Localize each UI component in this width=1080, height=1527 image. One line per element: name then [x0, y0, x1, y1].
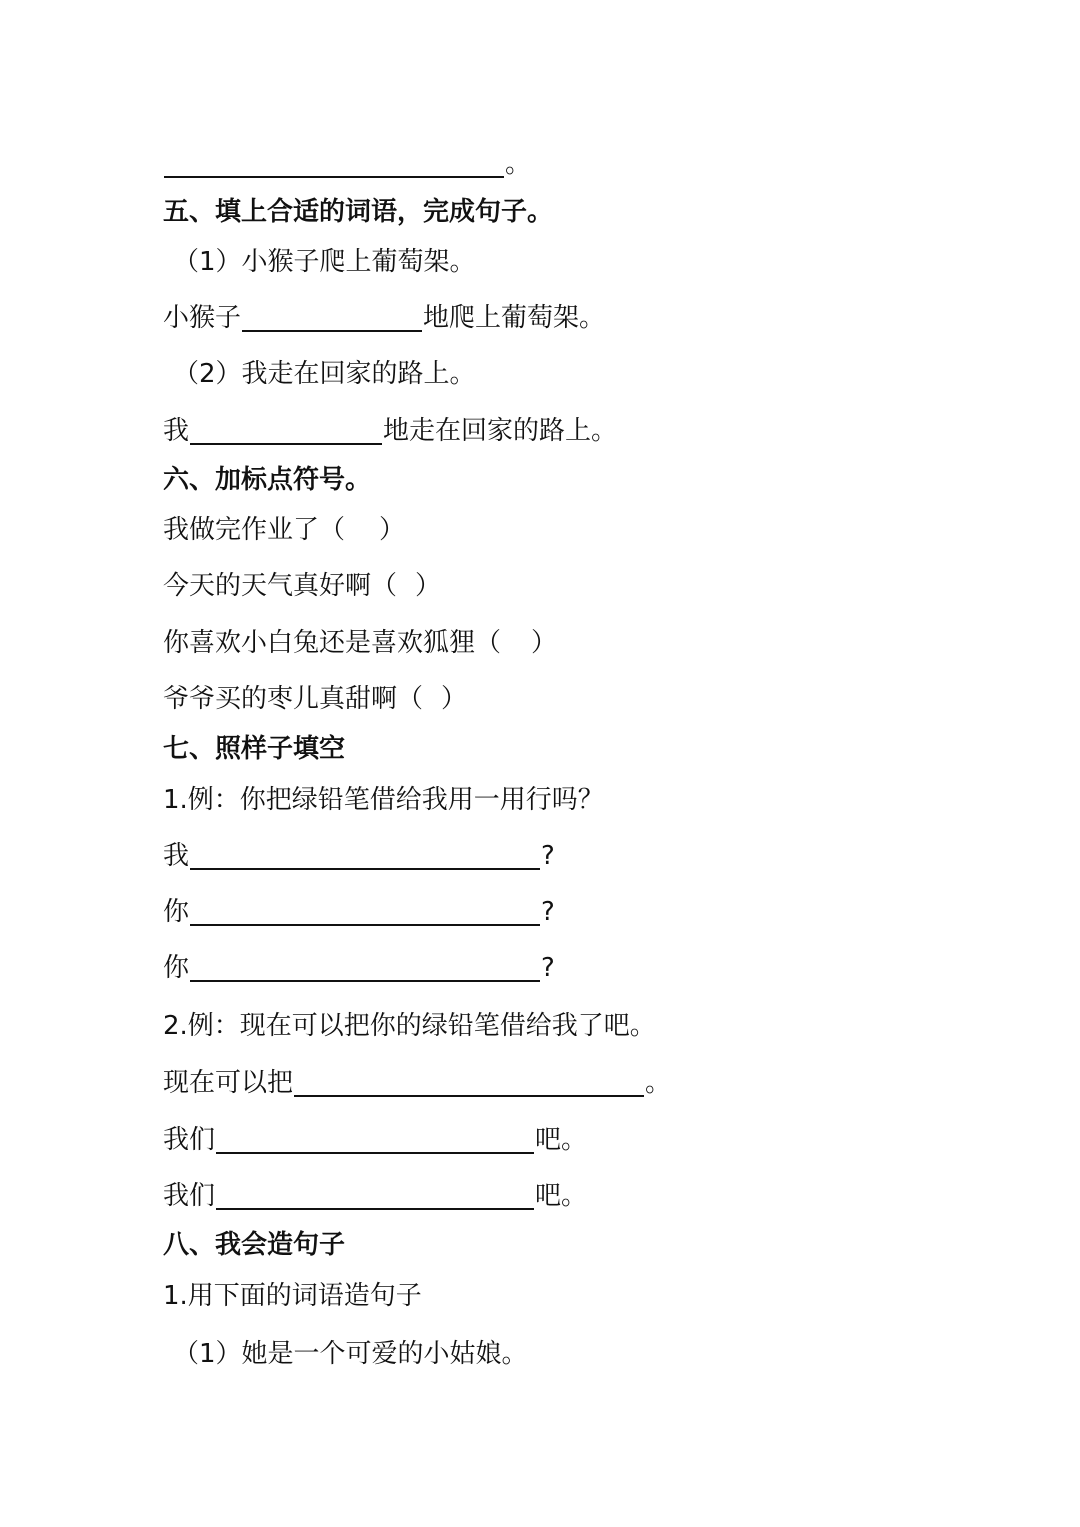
section-7-heading: 七、照样子填空 — [163, 734, 346, 764]
answer-blank[interactable] — [190, 415, 382, 445]
punctuation-item: 我做完作业了 （ ） — [163, 515, 406, 545]
punctuation-item: 爷爷买的枣儿真甜啊 （ ） — [163, 684, 468, 714]
answer-blank[interactable] — [190, 952, 540, 982]
answer-blank[interactable] — [190, 840, 540, 870]
section-8-heading: 八、我会造句子 — [163, 1230, 346, 1260]
answer-blank[interactable] — [294, 1067, 644, 1097]
section-8-question-1: （1）她是一个可爱的小姑娘。 — [173, 1339, 528, 1369]
fill-line: 现在可以把 。 — [163, 1068, 672, 1098]
answer-blank[interactable] — [164, 148, 504, 178]
fill-line: 你 ? — [163, 953, 555, 983]
answer-blank[interactable] — [216, 1180, 534, 1210]
section-5-question-1: （1）小猴子爬上葡萄架。 — [173, 247, 476, 277]
fill-line: 你 ? — [163, 897, 555, 927]
section-8-subheading: 1.用下面的词语造句子 — [163, 1281, 422, 1311]
section-6-heading: 六、加标点符号。 — [163, 465, 372, 495]
fill-line: 我们 吧。 — [163, 1181, 588, 1211]
fill-line: 我们 吧。 — [163, 1125, 588, 1155]
section-5-answer-1: 小猴子 地爬上葡萄架。 — [163, 303, 606, 333]
period: 。 — [505, 149, 532, 179]
fill-line: 我 ? — [163, 841, 555, 871]
example-2: 2.例：现在可以把你的绿铅笔借给我了吧。 — [163, 1011, 656, 1041]
section-5-question-2: （2）我走在回家的路上。 — [173, 359, 476, 389]
answer-blank[interactable] — [242, 302, 422, 332]
answer-blank[interactable] — [190, 896, 540, 926]
answer-line-top — [163, 146, 531, 182]
section-5-answer-2: 我 地走在回家的路上。 — [163, 416, 618, 446]
section-5-heading: 五、填上合适的词语，完成句子。 — [163, 197, 554, 227]
punctuation-item: 你喜欢小白兔还是喜欢狐狸 （ ） — [163, 628, 558, 658]
punctuation-item: 今天的天气真好啊 （ ） — [163, 571, 442, 601]
answer-blank[interactable] — [216, 1124, 534, 1154]
example-1: 1.例：你把绿铅笔借给我用一用行吗？ — [163, 785, 604, 815]
